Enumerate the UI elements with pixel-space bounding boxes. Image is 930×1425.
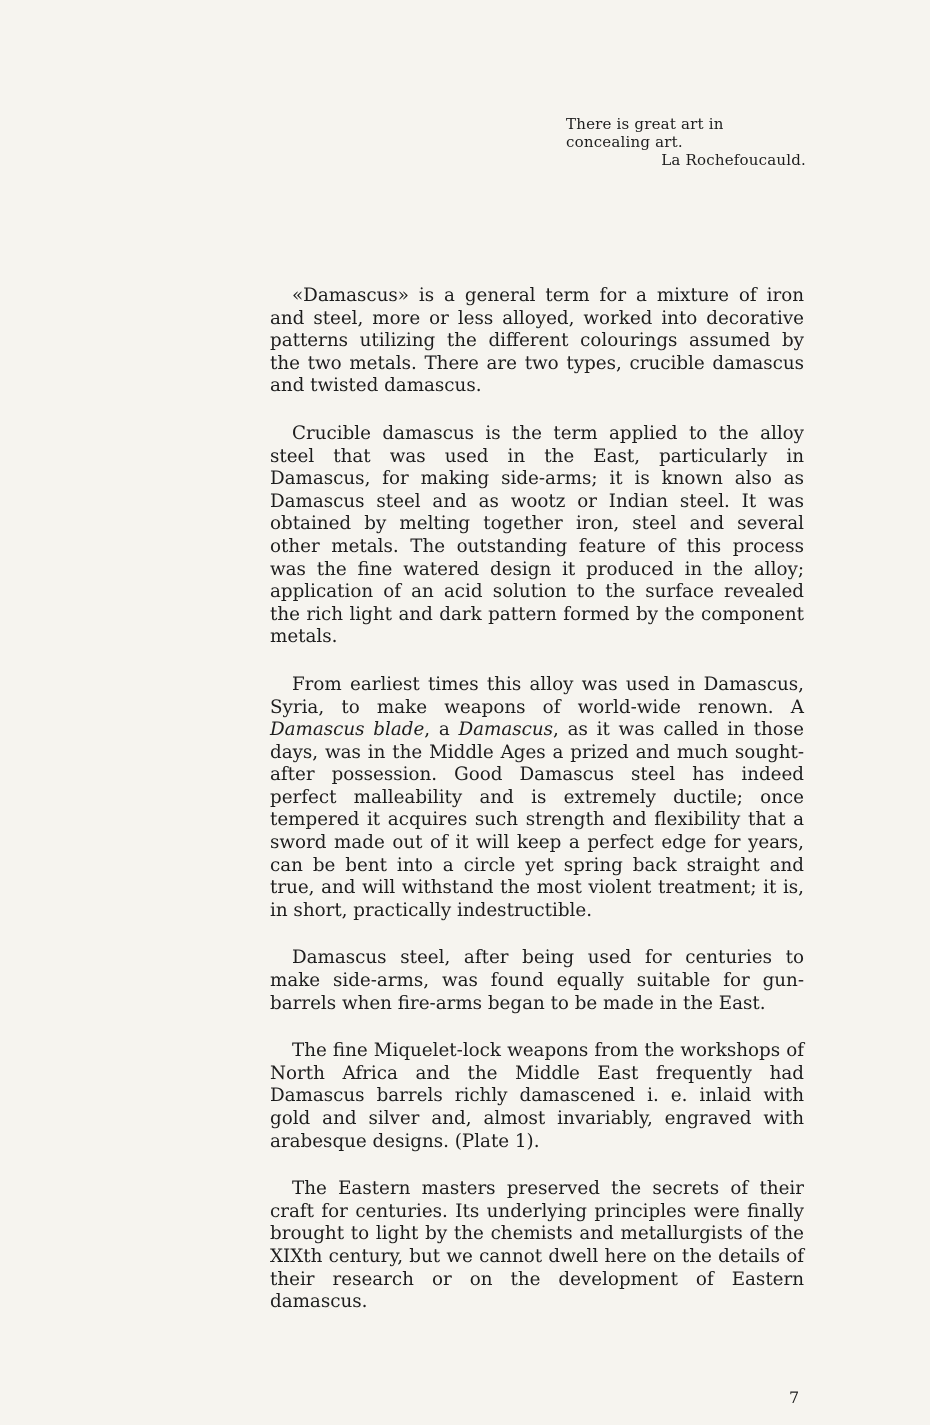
- page-number: 7: [789, 1388, 800, 1407]
- paragraph-history: [270, 674, 804, 923]
- paragraph-history-mid: , a: [424, 719, 459, 741]
- paragraph-eastern-masters: The Eastern masters preserved the secrets of their craft for centuries. Its underlying principles were finally brought to light by the chemists and metallurgists of the XIXth century, but we cannot dwell here on the details of their research or on the development of Eastern damascus.: [270, 1178, 804, 1313]
- paragraph-damascus-definition: «Damascus» is a general term for a mixture of iron and steel, more or less alloyed, worked into decorative patterns utilizing the different colourings assumed by the two metals. There are two types, crucible damascus and twisted damascus.: [270, 285, 804, 397]
- epigraph-author: La Rochefoucauld.: [661, 151, 806, 169]
- paragraph-miquelet-lock: The fine Miquelet-lock weapons from the workshops of North Africa and the Middle East frequently had Damascus barrels richly damascened i. e. inlaid with gold and silver and, almost invariably, engraved with arabesque designs. (Plate 1).: [270, 1040, 804, 1152]
- epigraph-line-1: There is great art in: [566, 115, 724, 133]
- emphasis-damascus: Damascus: [458, 719, 554, 741]
- epigraph: [566, 115, 816, 169]
- paragraph-history-start: From earliest times this alloy was used in Damascus, Syria, to make weapons of world-wide renown. A: [270, 673, 804, 718]
- paragraph-crucible-damascus: Crucible damascus is the term applied to the alloy steel that was used in the East, particularly in Damascus, for making side-arms; it is known also as Damascus steel and as wootz or Indian steel. It was obtained by melting together iron, steel and several other metals. The outstanding feature of this process was the fine watered design it produced in the alloy; application of an acid solution to the surface revealed the rich light and dark pattern formed by the component metals.: [270, 422, 804, 648]
- epigraph-line-2: concealing art.: [566, 133, 683, 151]
- emphasis-damascus-blade: Damascus blade: [270, 719, 425, 741]
- paragraph-gun-barrels: Damascus steel, after being used for centuries to make side-arms, was found equally suitable for gun-barrels when fire-arms began to be made in the East.: [270, 947, 804, 1014]
- paragraph-history-end: , as it was called in those days, was in the Middle Ages a prized and much sought-after possession. Good Damascus steel has indeed perfect malleability and is extremely ductile; once tempered it acquires such strength and flexibility that a sword made out of it will keep a perfect edge for years, can be bent into a circle yet spring back straight and true, and will withstand the most violent treatment; it is, in short, practically indestructible.: [270, 719, 804, 921]
- body-text: [270, 285, 804, 1339]
